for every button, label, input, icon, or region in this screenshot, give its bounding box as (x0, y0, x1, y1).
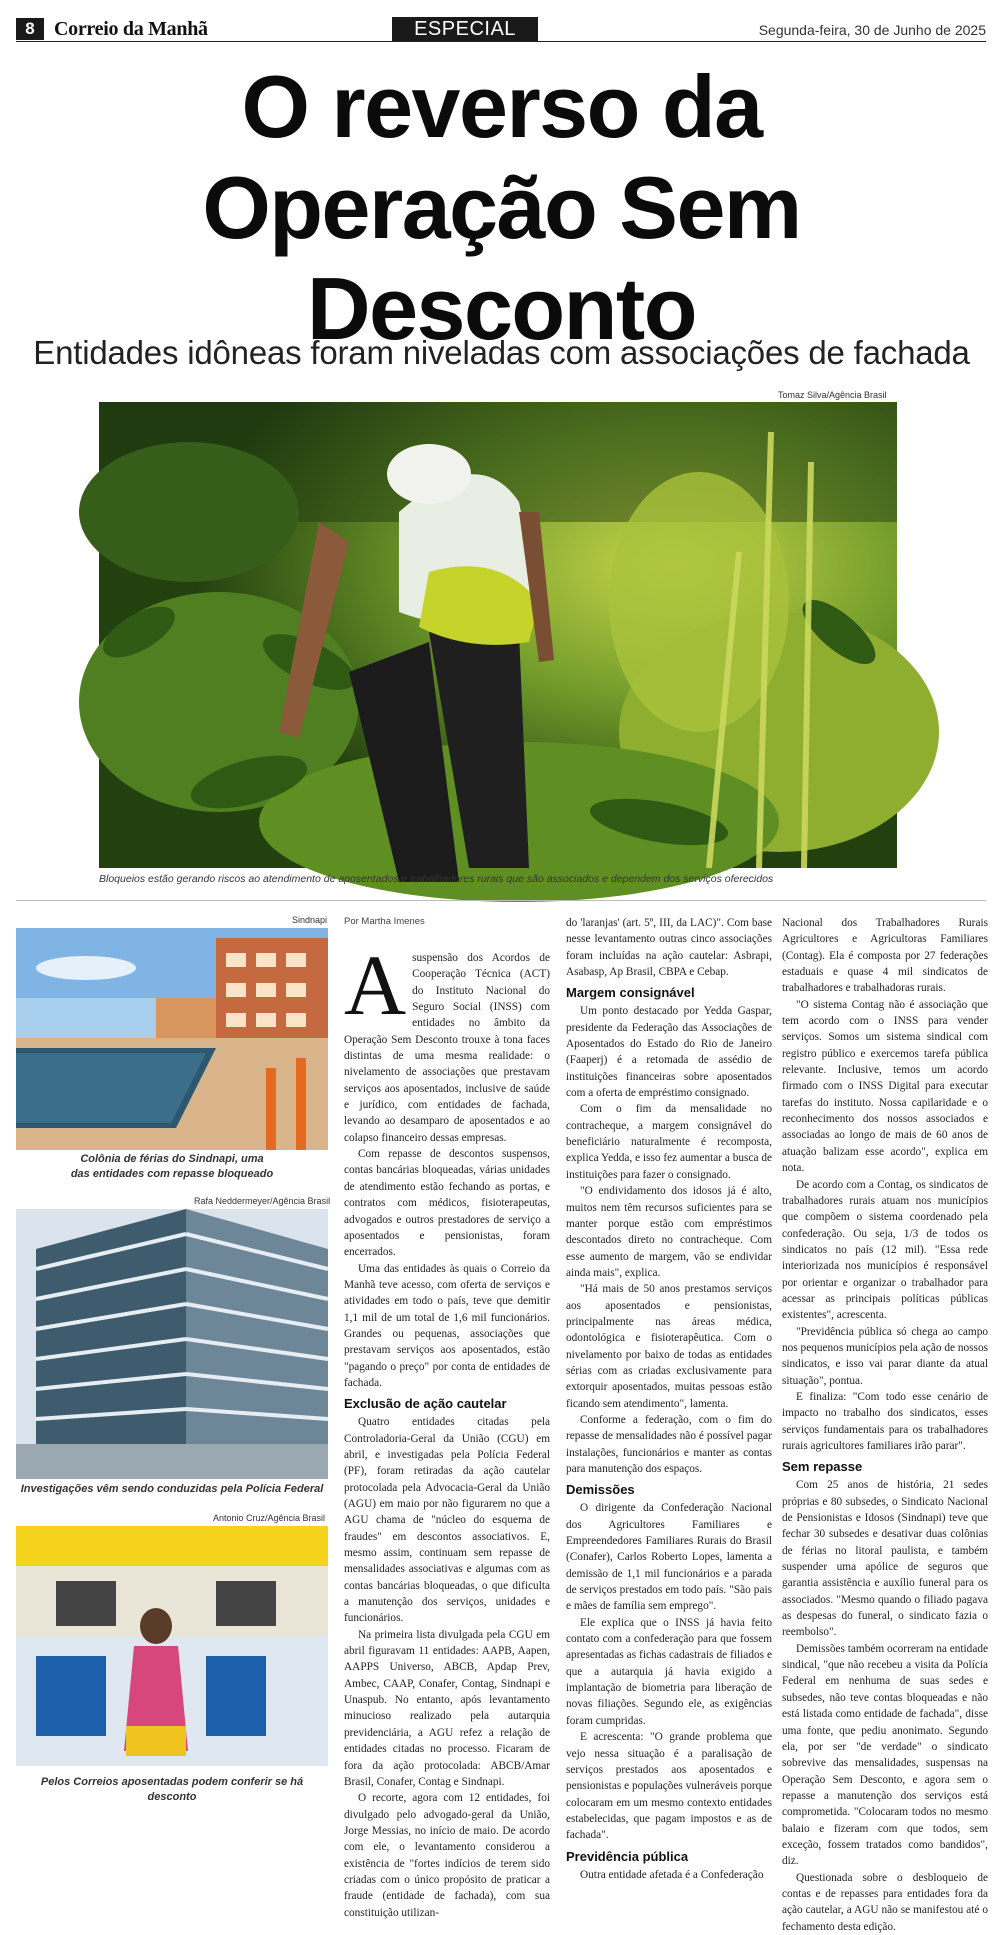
side-photo-1-caption-line-2: das entidades com repasse bloqueado (70, 1168, 274, 1180)
subhead-demissoes: Demissões (566, 1482, 635, 1498)
side-photo-3 (16, 1526, 328, 1766)
article-paragraph: Com repasse de descontos suspensos, contas bancárias bloqueadas, várias unidades de atendimento estão fechando as portas, e contratos com médicos, fisioterapeutas, advogados e outros prestadores de serviço a aposentados e pensionistas, foram encerrados. (344, 1148, 550, 1259)
main-photo-caption: Bloqueios estão gerando riscos ao atendimento de aposentados e trabalhadores rurais que são associados e dependem dos serviços oferecidos (99, 873, 774, 885)
side-photo-1-caption (16, 1152, 328, 1182)
farmer-in-garden-image (99, 402, 897, 868)
newspaper-name: Correio da Manhã (54, 18, 208, 40)
article-paragraph: Quatro entidades citadas pela Controladoria-Geral da União (CGU) em abril, e investigadas pela Polícia Federal (PF), foram retiradas da ação cautelar protocolada pela Advocacia-Geral da União (AGU) em maio por não figurarem no que a AGU chama de "núcleo do esquema de fraudes" em descontos associativos. E, mesmo assim, continuam sem repasse de mensalidades associativas e algumas com as contas bancárias bloqueadas, o que dificulta a manutenção dos serviços, unidades e funcionários. (344, 1416, 550, 1625)
subhead-exclusao: Exclusão de ação cautelar (344, 1396, 507, 1412)
article-paragraph: Com o fim da mensalidade no contracheque, a margem consignável do beneficiário naturalmente é recomposta, explica Yedda, e isso fez aumentar a busca de instituições para fazer o consignado. (566, 1103, 772, 1181)
article-paragraph: Nacional dos Trabalhadores Rurais Agricultores e Agricultoras Familiares (Contag). Ela é composta por 27 federações estaduais e quase 4 mil sindicatos de trabalhadores e trabalhadoras rurais. (782, 917, 988, 995)
issue-date: Segunda-feira, 30 de Junho de 2025 (758, 22, 986, 38)
page-number: 8 (16, 18, 44, 40)
article-paragraph: "O sistema Contag não é associação que tem acordo com o INSS para vender serviços. Somos um sistema sindical com registro público e exercemos tarefa pública relevante. Inclusive, temos um acordo firmado com o INSS Digital para executar tarefas do instituto. Nossa capilaridade e o reconhecimento dos nossos associados e associadas ao longo de mais de 60 anos de atuação balizam esse acordo", explica em nota. (782, 998, 988, 1175)
article-paragraph: O recorte, agora com 12 entidades, foi divulgado pelo advogado-geral da União, Jorge Messias, no início de maio. De acordo com ele, o levantamento considerou a existência de "fortes indícios de terem sido criadas com o único propósito de praticar a fraude (entidade de fachada), com sua constituição utilizan- (344, 1792, 550, 1919)
article-column-2 (566, 915, 772, 1881)
section-divider (16, 900, 986, 901)
article-paragraph: Outra entidade afetada é a Confederação (580, 1868, 764, 1881)
article-paragraph: Na primeira lista divulgada pela CGU em abril figuravam 11 entidades: AAPB, Aapen, AAPPS Universo, ABCB, Apdap Prev, Ambec, CAAP, Conafer, Contag, Sindnapi e Unaspub. No entanto, após levantamento minucioso realizado pela autarquia previdenciária, a AGU refez a relação de entidades citadas no processo. Ficaram de fora da ação protocolada: ABCB/Amar Brasil, Conafer, Contag e Sindnapi. (344, 1628, 550, 1788)
article-paragraph: Questionada sobre o desbloqueio de contas e de repasses para entidades fora da ação cautelar, a AGU não se manifestou até o fechamento desta edição. (782, 1871, 988, 1933)
article-column-3 (782, 915, 988, 1933)
headline-line-1: O reverso da (241, 57, 762, 156)
article-paragraph: Uma das entidades às quais o Correio da Manhã teve acesso, com oferta de serviços e atividades em todo o país, teve que demitir 1,1 mil de um total de 1,6 mil funcionários. Grandes ou pequenas, associações que prestavam serviços aos aposentados, estão "pagando o preço" por conta de entidades de fachada. (344, 1262, 550, 1389)
side-photo-1-caption-line-1: Colônia de férias do Sindnapi, uma (80, 1153, 264, 1165)
article-paragraph: E finaliza: "Com todo esse cenário de impacto no trabalho dos sindicatos, esses serviços fundamentais para os trabalhadores rurais agricultores familiares irão parar". (782, 1390, 988, 1452)
side-photo-3-credit: Antonio Cruz/Agência Brasil (213, 1513, 326, 1523)
article-paragraph: E acrescenta: "O grande problema que vejo nessa situação é a paralisação de serviços prestados aos aposentados e pensionistas e populações vulneráveis porque colocaram em um mesmo contexto entidades estabelecidas, que pagam impostos e as de fachada". (566, 1731, 772, 1842)
article-paragraph: "O endividamento dos idosos já é alto, muitos nem têm recursos suficientes para se manter porque estão com empréstimos descontados direto no contracheque. Com esse aumento de margem, vão se endividar ainda mais", explica. (566, 1185, 772, 1279)
article-paragraph: Demissões também ocorreram na entidade sindical, "que não recebeu a visita da Polícia Federal em nenhuma de suas sedes e subsedes, não teve contas bloqueadas e não está listada como entidade de fachada", disse uma fonte, que pediu anonimato. Segundo ela, por ser "de verdade" o sindicato sobrevive das mensalidades, suspensas na Operação Sem Desconto, e agora sem o repasse a manutenção dos serviços está comprometida. "Colocaram todos no mesmo balaio e fizeram com que todos, sem exceção, fossem tratados como bandidos", diz. (782, 1642, 988, 1868)
article-paragraph: O dirigente da Confederação Nacional dos Agricultores Familiares e Empreendedores Familiares Rurais do Brasil (Conafer), Carlos Roberto Lopes, lamenta a demissão de 1,1 mil funcionários e a parada de serviços prestados em todo país. "São pais e mães de família sem emprego". (566, 1502, 772, 1613)
subhead-sem-repasse: Sem repasse (782, 1459, 863, 1475)
headline (0, 56, 1003, 359)
post-office-counter-image (16, 1526, 328, 1766)
article-paragraph: Um ponto destacado por Yedda Gaspar, presidente da Federação das Associações de Aposentados do Estado do Rio de Janeiro (Faaperj) é a retomada de assédio de instituições financeiras sobre aposentados com a oferta de empréstimo consignado. (566, 1005, 772, 1100)
federal-police-building-image (16, 1209, 328, 1479)
subhead-margem: Margem consignável (566, 985, 695, 1001)
side-photo-2-caption: Investigações vêm sendo conduzidas pela Polícia Federal (20, 1483, 324, 1495)
side-photo-2-credit: Rafa Neddermeyer/Agência Brasil (194, 1196, 331, 1206)
headline-line-2: Operação Sem (202, 158, 801, 257)
subhead-previdencia: Previdência pública (566, 1848, 689, 1864)
article-paragraph: "Há mais de 50 anos prestamos serviços aos aposentados e pensionistas, principalmente nas áreas médica, odontológica e fisioterapêutica. Com o nivelamento por baixo de todas as entidades sérias com as criadas exclusivamente para extorquir aposentados, muitas pessoas estão ficando sem atendimento", lamenta. (566, 1283, 772, 1410)
main-photo (99, 402, 897, 868)
side-photo-1 (16, 928, 328, 1150)
article-paragraph: De acordo com a Contag, os sindicatos de trabalhadores rurais atuam nos municípios que compõem o sistema coordenado pela confederação. Ou seja, 1/3 de todos os sindicatos no país (12 mil). "Essa rede interiorizada nos municípios é responsável por orientar e organizar o trabalhador para acessar as principais políticas públicas existentes", acrescenta. (782, 1178, 988, 1322)
subheadline: Entidades idôneas foram niveladas com associações de fachada (33, 334, 970, 371)
headline-line-3: Desconto (307, 259, 696, 358)
article-paragraph: do 'laranjas' (art. 5º, III, da LAC)". Com base nesse levantamento outras cinco associações foram incluídas na ação cautelar: Asbrapi, Asabasp, Ap Brasil, CBPA e Cebap. (566, 917, 772, 979)
article-paragraph (344, 937, 550, 1146)
side-photo-1-credit: Sindnapi (292, 915, 328, 925)
article-paragraph: "Previdência pública só chega ao campo nos pequenos municípios pela ação de nossos sindicatos, e isso vai parar diante da atual situação", pontua. (782, 1325, 988, 1387)
page-header (16, 18, 986, 42)
article-paragraph: Com 25 anos de história, 21 sedes próprias e 80 subsedes, o Sindicato Nacional de Pensionistas e Idosos (Sindnapi) teve que fechar 30 subsedes e desativar duas colônias de férias no litoral paulista, e também suspender uma apólice de seguros que garantia assistência e auxílio funeral para os associados. "Mesmo quando o filiado pagava as despesas do funeral, o sindicato fazia o reembolso". (782, 1479, 988, 1639)
article-paragraph-text: suspensão dos Acordos de Cooperação Técnica (ACT) do Instituto Nacional do Seguro Social (INSS) com entidades no âmbito da Operação Sem Desconto trouxe à tona faces distintas de uma mesma realidade: o nivelamento de associações que prestavam serviços aos aposentados, inclusive de saúde e jurídico, com entidades de fachada, levando ao desamparo de aposentados e ao colapso financeiro dessas empresas. (344, 952, 550, 1144)
article-column-1 (344, 915, 550, 1919)
holiday-colony-pool-image (16, 928, 328, 1150)
article-paragraph: Conforme a federação, com o fim do repasse de mensalidades não é possível pagar instalações, funcionários e manter as contas para manutenção dos espaços. (566, 1413, 772, 1475)
section-label: ESPECIAL (392, 17, 538, 41)
main-photo-credit: Tomaz Silva/Agência Brasil (778, 390, 887, 400)
side-photo-2 (16, 1209, 328, 1479)
side-photo-3-caption: Pelos Correios aposentadas podem conferir se há desconto (40, 1776, 304, 1803)
byline: Por Martha Imenes (344, 916, 425, 927)
article-paragraph: Ele explica que o INSS já havia feito contato com a confederação para que fossem apresentadas as fichas cadastrais de filiados e que a autarquia já havia exigido a implantação de biometria para liberação de novas filiações. Segundo ele, as exigências foram cumpridas. (566, 1616, 772, 1727)
drop-cap: A (344, 937, 407, 1033)
